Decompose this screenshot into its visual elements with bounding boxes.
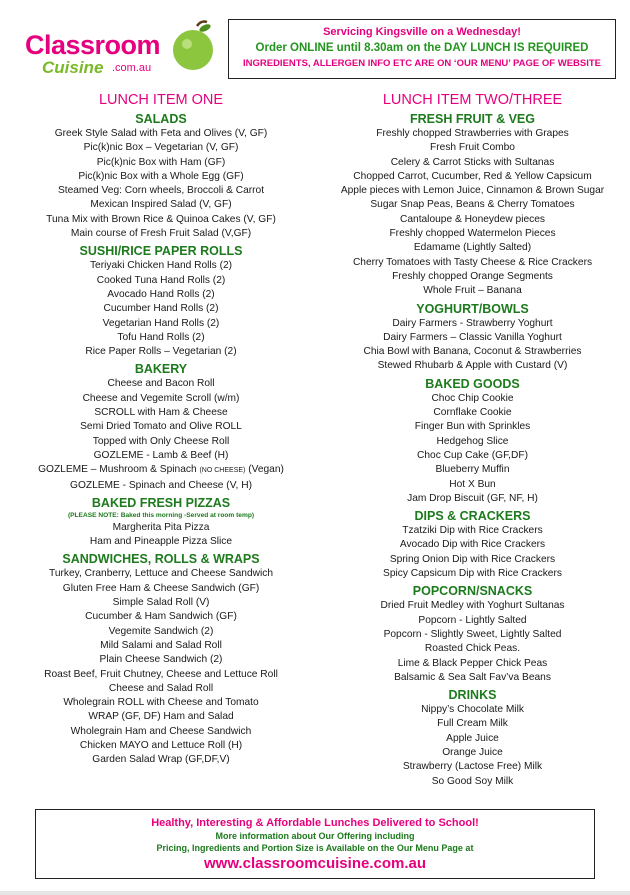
menu-item: Mexican Inspired Salad (V, GF): [90, 199, 232, 211]
footer-info-line: More information about Our Offering including: [215, 831, 415, 841]
menu-item-text: (Vegan): [245, 464, 284, 476]
menu-item: Sugar Snap Peas, Beans & Cherry Tomatoes: [370, 199, 575, 211]
menu-item: Tzatziki Dip with Rice Crackers: [402, 525, 543, 537]
menu-item: Strawberry (Lactose Free) Milk: [402, 761, 543, 773]
menu-item: Teriyaki Chicken Hand Rolls (2): [89, 260, 233, 272]
menu-item: Wholegrain Ham and Cheese Sandwich: [70, 725, 252, 737]
section-title-salads: SALADS: [135, 112, 187, 126]
section-title-popcorn: POPCORN/SNACKS: [412, 584, 533, 599]
section-title-fruit: FRESH FRUIT & VEG: [409, 112, 535, 126]
menu-item: Spring Onion Dip with Rice Crackers: [389, 553, 556, 565]
menu-item: Turkey, Cranberry, Lettuce and Cheese Sandwich: [48, 568, 274, 580]
menu-item: Steamed Veg: Corn wheels, Broccoli & Carrot: [57, 185, 265, 197]
menu-item: Apple pieces with Lemon Juice, Cinnamon & Brown Sugar: [340, 185, 605, 197]
lunch-item-two-three-column: [330, 91, 615, 789]
menu-item: [16, 463, 306, 478]
menu-item: Cooked Tuna Hand Rolls (2): [96, 274, 226, 286]
menu-item: Gluten Free Ham & Cheese Sandwich (GF): [62, 582, 260, 594]
menu-item: Choc Chip Cookie: [431, 392, 514, 404]
website-link[interactable]: www.classroomcuisine.com.au: [203, 855, 427, 872]
menu-item: Cucumber & Ham Sandwich (GF): [85, 611, 237, 623]
menu-item: Dairy Farmers – Classic Vanilla Yoghurt: [383, 331, 562, 343]
section-title-sandwiches: SANDWICHES, ROLLS & WRAPS: [62, 552, 260, 567]
pizza-note: (PLEASE NOTE: Baked this morning -Served at room temp): [67, 511, 255, 519]
menu-item: Freshly chopped Orange Segments: [392, 270, 553, 282]
footer-info-box: [35, 809, 595, 879]
menu-item: Lime & Black Pepper Chick Peas: [397, 657, 548, 669]
brand-logo: [22, 18, 227, 88]
menu-item: Wholegrain ROLL with Cheese and Tomato: [63, 697, 259, 709]
page-bottom-divider: [0, 891, 630, 895]
menu-item: Roasted Chick Peas.: [424, 643, 521, 655]
menu-item: Dairy Farmers - Strawberry Yoghurt: [392, 317, 553, 329]
menu-item: Avocado Hand Rolls (2): [107, 288, 215, 300]
section-title-dips: DIPS & CRACKERS: [414, 509, 531, 524]
menu-item: Cheese and Salad Roll: [108, 682, 214, 694]
menu-item: Cherry Tomatoes with Tasty Cheese & Rice Crackers: [352, 256, 593, 268]
lunch-item-one-column: [16, 91, 306, 768]
menu-item: Edamame (Lightly Salted): [413, 242, 532, 254]
column-title: LUNCH ITEM ONE: [98, 92, 224, 108]
menu-item: Whole Fruit – Banana: [423, 285, 522, 297]
menu-item: Topped with Only Cheese Roll: [92, 435, 230, 447]
menu-item: Main course of Fresh Fruit Salad (V,GF): [70, 228, 252, 240]
menu-item: Pic(k)nic Box with Ham (GF): [96, 156, 226, 168]
menu-item: Mild Salami and Salad Roll: [100, 639, 222, 651]
menu-item: Hot X Bun: [449, 478, 496, 490]
menu-item: Popcorn - Slightly Sweet, Lightly Salted: [383, 628, 562, 640]
menu-item: Vegemite Sandwich (2): [108, 625, 214, 637]
apple-icon: [167, 20, 219, 72]
section-title-pizzas: BAKED FRESH PIZZAS: [91, 495, 231, 510]
menu-item: Popcorn - Lightly Salted: [418, 614, 527, 626]
menu-item: Pic(k)nic Box – Vegetarian (V, GF): [83, 142, 239, 154]
menu-item: Roast Beef, Fruit Chutney, Cheese and Lettuce Roll: [44, 668, 278, 680]
menu-item: Tuna Mix with Brown Rice & Quinoa Cakes (V, GF): [46, 213, 276, 225]
section-title-sushi: SUSHI/RICE PAPER ROLLS: [79, 244, 243, 259]
menu-item: Margherita Pita Pizza: [112, 521, 210, 533]
menu-item: Stewed Rhubarb & Apple with Custard (V): [377, 360, 568, 372]
menu-item: Freshly chopped Watermelon Pieces: [389, 228, 556, 240]
menu-item: Balsamic & Sea Salt Fav’va Beans: [394, 671, 551, 683]
menu-item: Cheese and Vegemite Scroll (w/m): [82, 392, 240, 404]
service-info-box: [228, 19, 616, 79]
section-title-drinks: DRINKS: [448, 688, 497, 703]
logo-word-classroom: Classroom: [25, 30, 161, 60]
menu-item: Chia Bowl with Banana, Coconut & Strawberries: [363, 346, 582, 358]
menu-item: Vegetarian Hand Rolls (2): [102, 317, 220, 329]
menu-item: Chicken MAYO and Lettuce Roll (H): [79, 739, 243, 751]
menu-item-text: GOZLEME – Mushroom & Spinach: [38, 464, 200, 476]
menu-item: Greek Style Salad with Feta and Olives (V, GF): [54, 128, 268, 139]
menu-item: Rice Paper Rolls – Vegetarian (2): [85, 346, 237, 358]
menu-item: Ham and Pineapple Pizza Slice: [89, 536, 233, 548]
menu-item: Plain Cheese Sandwich (2): [99, 654, 223, 666]
menu-item: Cantaloupe & Honeydew pieces: [400, 213, 545, 225]
service-day-text: Servicing Kingsville on a Wednesday!: [323, 26, 521, 38]
logo-domain: .com.au: [112, 62, 152, 74]
menu-item: Spicy Capsicum Dip with Rice Crackers: [383, 568, 562, 580]
menu-item: Blueberry Muffin: [435, 464, 510, 476]
menu-item: So Good Soy Milk: [431, 775, 514, 787]
menu-item: Chopped Carrot, Cucumber, Red & Yellow Capsicum: [353, 170, 592, 182]
menu-item: Garden Salad Wrap (GF,DF,V): [92, 754, 230, 766]
footer-tagline: Healthy, Interesting & Affordable Lunches Delivered to School!: [151, 817, 479, 829]
menu-item: Full Cream Milk: [437, 718, 508, 730]
order-deadline-text: Order ONLINE until 8.30am on the DAY LUNCH IS REQUIRED: [255, 42, 589, 54]
menu-item: Choc Cup Cake (GF,DF): [417, 449, 528, 461]
menu-item: Orange Juice: [442, 746, 503, 758]
menu-item-note: (NO CHEESE): [199, 467, 246, 475]
section-title-bakery: BAKERY: [134, 362, 188, 377]
logo-word-cuisine: Cuisine: [42, 58, 104, 77]
menu-item: Celery & Carrot Sticks with Sultanas: [390, 156, 555, 168]
menu-item: SCROLL with Ham & Cheese: [94, 407, 228, 419]
menu-item: Tofu Hand Rolls (2): [117, 331, 205, 343]
menu-item: Finger Bun with Sprinkles: [414, 421, 531, 433]
menu-item: Dried Fruit Medley with Yoghurt Sultanas: [380, 600, 565, 612]
column-title: LUNCH ITEM TWO/THREE: [382, 92, 563, 108]
menu-item: Avocado Dip with Rice Crackers: [399, 539, 546, 551]
menu-item: WRAP (GF, DF) Ham and Salad: [88, 711, 234, 723]
menu-item: Fresh Fruit Combo: [430, 142, 515, 154]
menu-item: Apple Juice: [446, 732, 499, 744]
footer-info-line: Pricing, Ingredients and Portion Size is Available on the Our Menu Page at: [156, 843, 474, 853]
section-title-baked-goods: BAKED GOODS: [425, 376, 520, 391]
allergen-info-text: INGREDIENTS, ALLERGEN INFO ETC ARE ON ‘OUR MENU’ PAGE OF WEBSITE: [242, 58, 602, 69]
menu-item: Freshly chopped Strawberries with Grapes: [376, 128, 569, 139]
section-title-yoghurt: YOGHURT/BOWLS: [416, 301, 529, 316]
menu-item: Nippy’s Chocolate Milk: [421, 704, 524, 716]
menu-item: Pic(k)nic Box with a Whole Egg (GF): [78, 170, 244, 182]
menu-item: Cheese and Bacon Roll: [107, 378, 215, 390]
menu-item: GOZLEME - Spinach and Cheese (V, H): [70, 479, 252, 491]
menu-item: Simple Salad Roll (V): [112, 597, 210, 609]
menu-item: Cucumber Hand Rolls (2): [103, 303, 219, 315]
menu-item: Jam Drop Biscuit (GF, NF, H): [407, 492, 538, 504]
menu-item: GOZLEME - Lamb & Beef (H): [93, 449, 229, 461]
menu-item: Semi Dried Tomato and Olive ROLL: [80, 421, 242, 433]
menu-item: Hedgehog Slice: [436, 435, 509, 447]
menu-item: Cornflake Cookie: [433, 407, 512, 419]
